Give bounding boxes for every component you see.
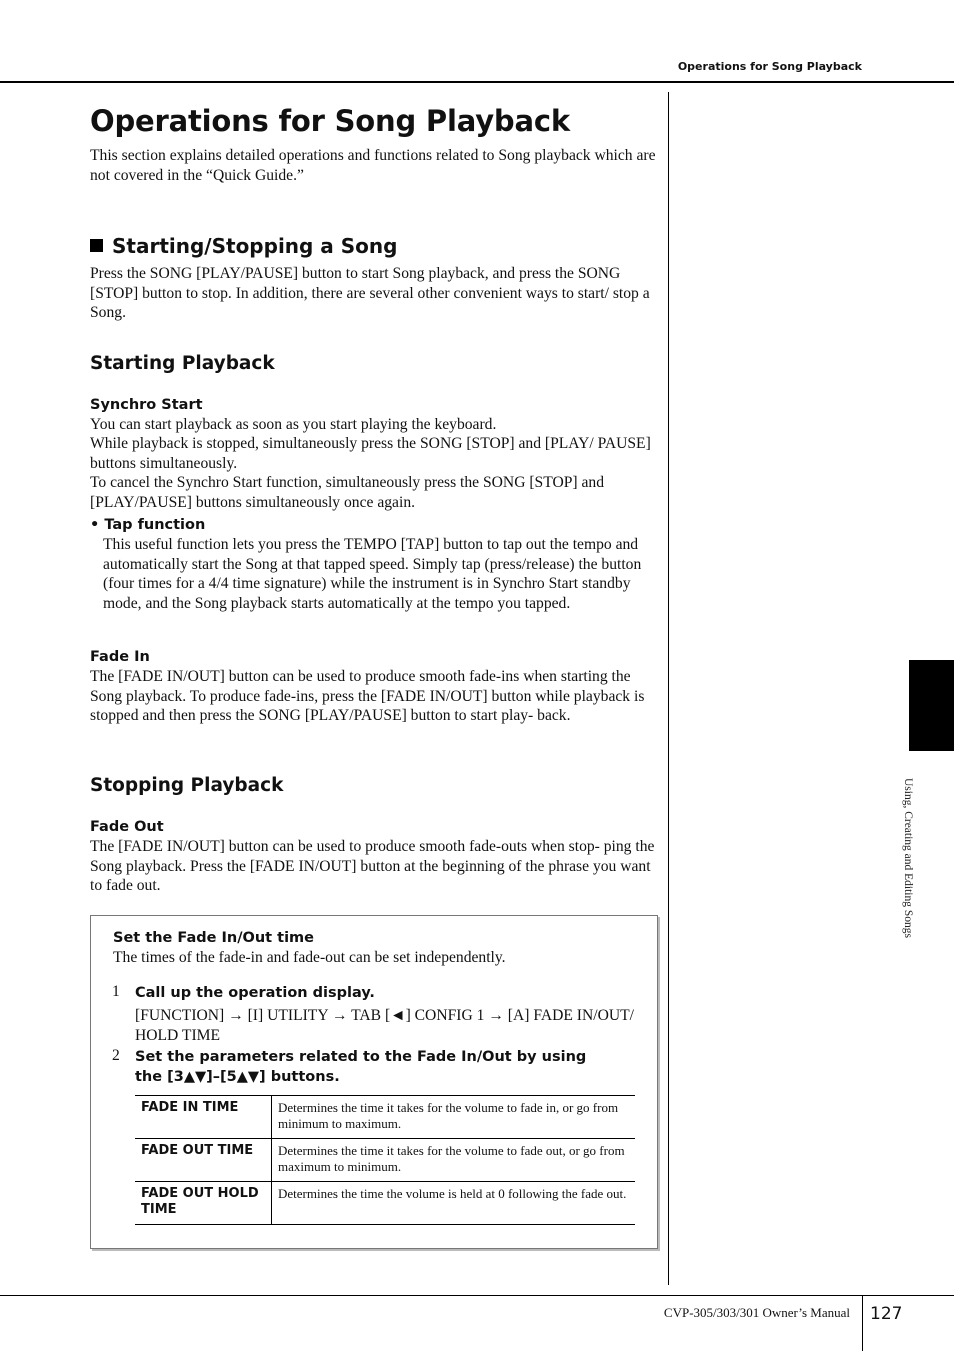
- manual-name: CVP-305/303/301 Owner’s Manual: [663, 1305, 850, 1320]
- chapter-tab: [909, 660, 954, 751]
- column-divider: [668, 92, 669, 1285]
- param-name: FADE IN TIME: [135, 1096, 272, 1139]
- step-2-label: Set the parameters related to the Fade In/Out by using the [3▲▼]–[5▲▼] buttons.: [135, 1049, 587, 1085]
- step-1-number: 1: [112, 983, 120, 1000]
- tap-function-body: This useful function lets you press the TEMPO [TAP] button to tap out the tempo and automatically start the Song at that tapped speed. Simply tap (press/release) the button (four times for a 4/4 time signature) while the instrument is in Synchro Start standby mode, and the Song playback starts automatically at the tempo you tapped.: [103, 536, 642, 612]
- intro-paragraph: This section explains detailed operations and functions related to Song playback which are not covered in the “Quick Guide.”: [90, 147, 656, 184]
- subheading-stopping-playback: Stopping Playback: [90, 775, 284, 796]
- fade-out-title: Fade Out: [90, 819, 164, 835]
- section1-paragraph: Press the SONG [PLAY/PAUSE] button to start Song playback, and press the SONG [STOP] button to stop. In addition, there are several other convenient ways to start/ stop a Song.: [90, 265, 650, 321]
- tap-function-title: • Tap function: [90, 517, 206, 533]
- step-1-label: Call up the operation display.: [135, 985, 375, 1001]
- param-name: FADE OUT HOLD TIME: [135, 1182, 272, 1225]
- page-number: 127: [870, 1304, 903, 1324]
- box-title: Set the Fade In/Out time: [113, 930, 314, 946]
- footer-divider: [862, 1296, 863, 1351]
- table-row: [135, 1139, 635, 1182]
- page-title: Operations for Song Playback: [90, 104, 570, 138]
- synchro-start-p3: To cancel the Synchro Start function, simultaneously press the SONG [STOP] and [PLAY/PAUSE] buttons simultaneously once again.: [90, 474, 604, 511]
- table-row: [135, 1096, 635, 1139]
- fade-in-title: Fade In: [90, 649, 150, 665]
- fade-out-body: The [FADE IN/OUT] button can be used to produce smooth fade-outs when stop- ping the Song playback. Press the [FADE IN/OUT] button at the beginning of the phrase you want to fade out.: [90, 838, 655, 894]
- box-intro: The times of the fade-in and fade-out can be set independently.: [113, 949, 506, 966]
- square-bullet-icon: [90, 239, 103, 252]
- synchro-start-p2: While playback is stopped, simultaneously press the SONG [STOP] and [PLAY/ PAUSE] buttons simultaneously.: [90, 435, 651, 472]
- header-rule: [0, 81, 954, 83]
- synchro-start-p1: You can start playback as soon as you start playing the keyboard.: [90, 416, 497, 433]
- step-2-number: 2: [112, 1047, 120, 1064]
- table-row: [135, 1182, 635, 1225]
- synchro-start-title: Synchro Start: [90, 397, 203, 413]
- step-1-path: [FUNCTION] → [I] UTILITY → TAB [◄] CONFIG 1 → [A] FADE IN/OUT/ HOLD TIME: [135, 1007, 634, 1044]
- running-header: Operations for Song Playback: [677, 60, 862, 73]
- footer-rule: [0, 1295, 954, 1296]
- param-description: Determines the time it takes for the volume to fade out, or go from maximum to minimum.: [272, 1139, 636, 1182]
- fade-in-body: The [FADE IN/OUT] button can be used to produce smooth fade-ins when starting the Song playback. To produce fade-ins, press the [FADE IN/OUT] button while playback is stopped and then press the SONG [PLAY/PAUSE] button to start play- back.: [90, 668, 645, 724]
- param-description: Determines the time the volume is held at 0 following the fade out.: [272, 1182, 636, 1225]
- section-heading-starting-stopping: Starting/Stopping a Song: [90, 234, 397, 258]
- subheading-starting-playback: Starting Playback: [90, 353, 275, 374]
- param-name: FADE OUT TIME: [135, 1139, 272, 1182]
- parameter-table: [135, 1095, 635, 1225]
- param-description: Determines the time it takes for the volume to fade in, or go from minimum to maximum.: [272, 1096, 636, 1139]
- chapter-label: Using, Creating and Editing Songs: [902, 777, 914, 939]
